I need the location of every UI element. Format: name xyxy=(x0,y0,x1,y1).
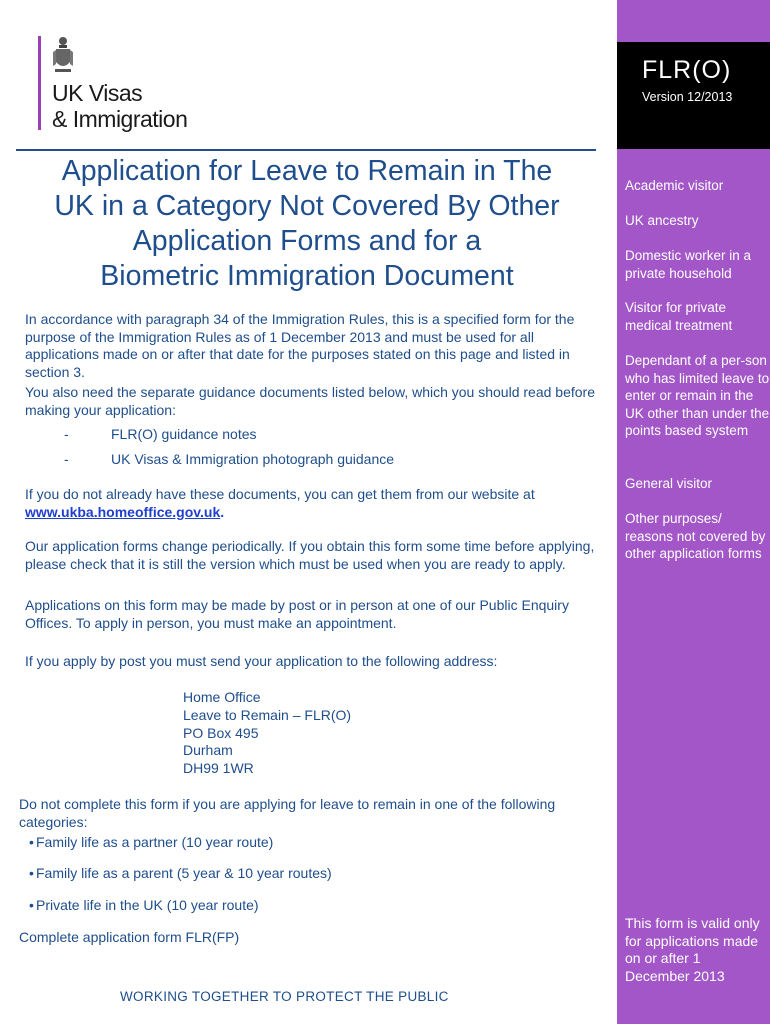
sidebar xyxy=(617,0,770,1024)
bullet-dot: • xyxy=(29,897,34,913)
logo-accent-bar xyxy=(38,36,41,130)
sidebar-category-item: Dependant of a per-son who has limited leave to enter or remain in the UK other than under the points based system xyxy=(625,353,770,438)
list-dash: - xyxy=(64,451,69,467)
address-line: Durham xyxy=(183,742,233,759)
address-line: Leave to Remain – FLR(O) xyxy=(183,706,352,723)
form-version: Version 12/2013 xyxy=(642,90,733,104)
guidance-intro-paragraph: You also need the separate guidance documents listed below, which you should read before making your application: xyxy=(25,384,595,418)
uk-visas-immigration-logo xyxy=(38,36,218,136)
footer-slogan: WORKING TOGETHER TO PROTECT THE PUBLIC xyxy=(120,989,449,1004)
logo-text-line1: UK Visas xyxy=(52,80,143,106)
sidebar-category-item: Domestic worker in a private household xyxy=(625,248,752,281)
bullet-dot: • xyxy=(29,865,34,881)
post-intro-paragraph: If you apply by post you must send your application to the following address: xyxy=(25,653,498,669)
sidebar-category-item: UK ancestry xyxy=(625,213,699,228)
address-line: DH99 1WR xyxy=(183,760,254,777)
guidance-doc-item: UK Visas & Immigration photograph guidance xyxy=(111,451,395,467)
forms-change-paragraph: Our application forms change periodically. If you obtain this form some time before applying, please check that it is still the version which must be used when you are ready to apply. xyxy=(25,538,595,572)
do-not-complete-paragraph: Do not complete this form if you are applying for leave to remain in one of the following categories: xyxy=(19,796,556,830)
title-divider xyxy=(16,149,596,151)
sidebar-category-item: Academic visitor xyxy=(625,178,724,193)
title-line: UK in a Category Not Covered By Other xyxy=(54,190,560,222)
website-text: If you do not already have these documents, you can get them from our website at xyxy=(25,486,535,502)
complete-fp-paragraph: Complete application form FLR(FP) xyxy=(19,929,240,945)
intro-paragraph: In accordance with paragraph 34 of the Immigration Rules, this is a specified form for the purpose of the Immigration Rules as of 1 December 2013 and must be used for all applications made on or after that date for the purposes stated on this page and listed in section 3. xyxy=(25,311,575,380)
form-code: FLR(O) xyxy=(642,56,732,84)
list-dash: - xyxy=(64,426,69,442)
sidebar-category-item: Other purposes/ reasons not covered by other application forms xyxy=(625,511,766,561)
in-person-paragraph: Applications on this form may be made by post or in person at one of our Public Enquiry Offices. To apply in person, you must make an appointment. xyxy=(25,597,569,631)
excluded-category-item: Family life as a parent (5 year & 10 year routes) xyxy=(36,865,332,881)
address-line: PO Box 495 xyxy=(183,724,259,741)
website-paragraph xyxy=(25,486,597,521)
postal-address xyxy=(183,689,351,778)
form-code-box xyxy=(617,42,770,149)
address-line: Home Office xyxy=(183,689,261,705)
title-line: Application for Leave to Remain in The xyxy=(61,155,553,187)
excluded-category-item: Family life as a partner (10 year route) xyxy=(36,834,274,850)
royal-crest-icon xyxy=(52,36,74,76)
guidance-doc-item: FLR(O) guidance notes xyxy=(111,426,257,442)
logo-text-line2: & Immigration xyxy=(52,106,188,132)
excluded-category-item: Private life in the UK (10 year route) xyxy=(36,897,259,913)
page-title xyxy=(18,154,596,294)
sidebar-category-item: General visitor xyxy=(625,476,713,491)
title-line: Biometric Immigration Document xyxy=(100,260,514,292)
validity-note: This form is valid only for applications made on or after 1 December 2013 xyxy=(625,915,760,984)
website-link[interactable]: www.ukba.homeoffice.gov.uk xyxy=(25,503,221,520)
title-line: Application Forms and for a xyxy=(132,225,482,257)
website-period: . xyxy=(220,503,225,520)
sidebar-category-item: Visitor for private medical treatment xyxy=(625,300,733,333)
bullet-dot: • xyxy=(29,834,34,850)
